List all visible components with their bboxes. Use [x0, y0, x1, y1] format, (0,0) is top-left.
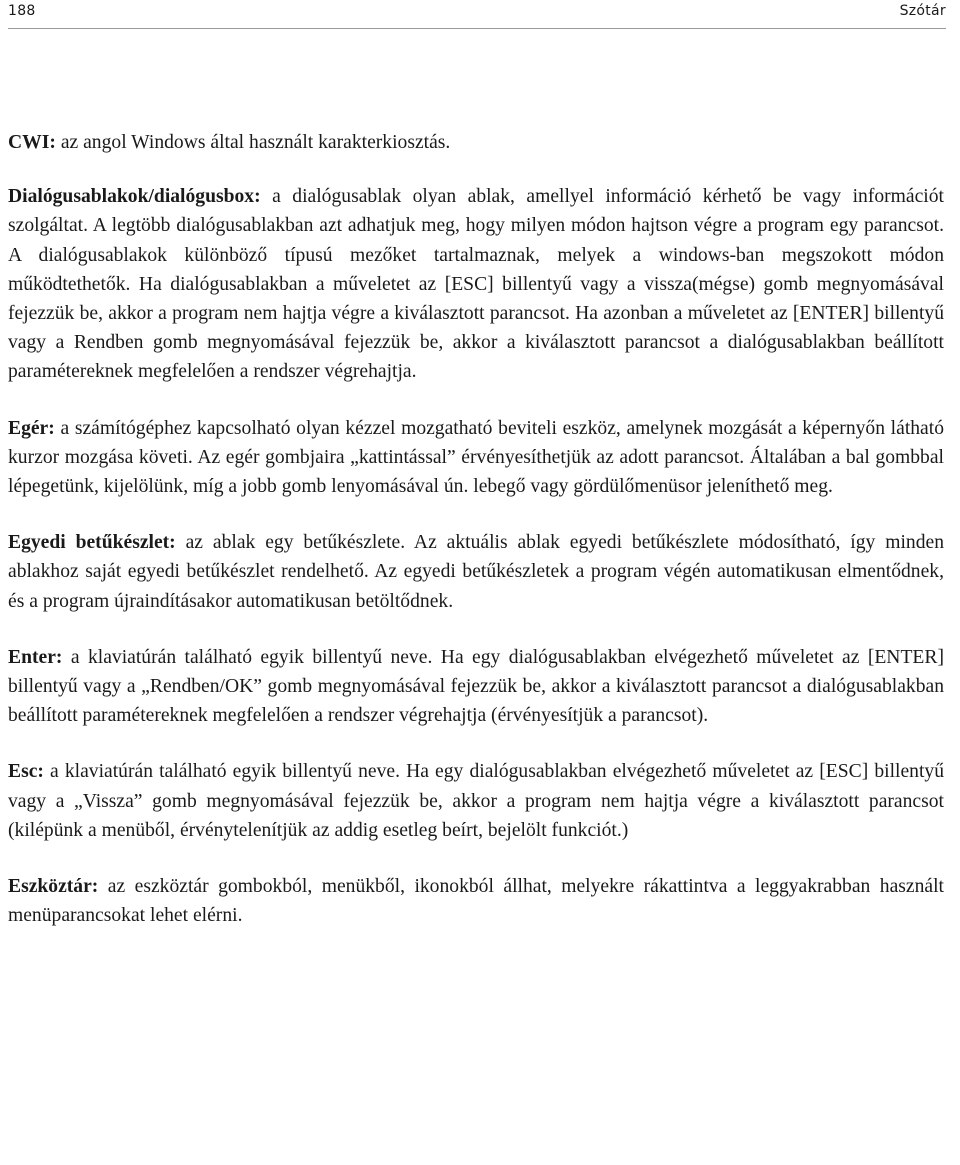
- entry-term: Esc:: [8, 761, 44, 783]
- page-header: [8, 0, 946, 29]
- page-number: 188: [8, 3, 36, 19]
- entry-term: Egyedi betűkészlet:: [8, 532, 176, 554]
- glossary-body: [8, 128, 944, 957]
- entry-term: Egér:: [8, 417, 55, 439]
- entry-definition: az eszköztár gombokból, menükből, ikonokból állhat, melyekre rákattintva a leggyakrabban használt menüparancsokat lehet elérni.: [8, 876, 944, 927]
- running-title: Szótár: [899, 3, 946, 19]
- entry-definition: a klaviatúrán található egyik billentyű neve. Ha egy dialógusablakban elvégezhető műveletet az [ESC] billentyű vagy a „Vissza” gomb megnyomásával fejezzük be, akkor a program nem hajtja végre a kiválasztott parancsot (kilépünk a menüből, érvénytelenítjük az addig esetleg beírt, bejelölt funkciót.): [8, 761, 944, 841]
- glossary-entry-eszkoztar: [8, 872, 944, 930]
- entry-term: Eszköztár:: [8, 876, 99, 898]
- entry-definition: az angol Windows által használt karakterkiosztás.: [60, 132, 451, 153]
- glossary-entry-enter: [8, 643, 944, 731]
- entry-definition: a számítógéphez kapcsolható olyan kézzel mozgatható beviteli eszköz, amelynek mozgását a képernyőn látható kurzor mozgása követi. Az egér gombjaira „kattintással” érvényesíthetjük az adott parancsot. Általában a bal gombbal lépegetünk, kijelölünk, míg a jobb gomb lenyomásával ún. lebegő vagy gördülőmenüsor jeleníthető meg.: [8, 417, 944, 498]
- glossary-entry-cwi: [8, 128, 944, 157]
- entry-term: Dialógusablakok/dialógusbox:: [8, 186, 261, 208]
- entry-term: CWI:: [8, 132, 56, 153]
- glossary-entry-egyedi-betukeszlet: [8, 528, 944, 616]
- entry-definition: az ablak egy betűkészlete. Az aktuális ablak egyedi betűkészlete módosítható, így minden ablakhoz saját egyedi betűkészlet rendelhető. Az egyedi betűkészletek a program végén automatikusan elmentődnek, és a program újraindításakor automatikusan betöltődnek.: [8, 532, 944, 612]
- glossary-entry-eger: [8, 414, 944, 502]
- entry-term: Enter:: [8, 646, 63, 668]
- glossary-entry-dialogusablakok: [8, 182, 944, 386]
- glossary-entry-esc: [8, 757, 944, 845]
- entry-definition: a dialógusablak olyan ablak, amellyel információ kérhető be vagy információt szolgáltat. A legtöbb dialógusablakban azt adhatjuk meg, hogy milyen módon hajtson végre a program egy parancsot. A dialógusablakok különböző típusú mezőket tartalmaznak, melyek a windows-ban megszokott módon működtethetők. Ha dialógusablakban a műveletet az [ESC] billentyű vagy a vissza(mégse) gomb megnyomásával fejezzük be, akkor a program nem hajtja végre a kiválasztott parancsot. Ha azonban a műveletet az [ENTER] billentyű vagy a Rendben gomb megnyomásával fejezzük be, akkor a kiválasztott parancsot a dialógusablakban beállított paramétereknek megfelelően a rendszer végrehajtja.: [8, 186, 944, 383]
- entry-definition: a klaviatúrán található egyik billentyű neve. Ha egy dialógusablakban elvégezhető műveletet az [ENTER] billentyű vagy a „Rendben/OK” gomb megnyomásával fejezzük be, akkor a kiválasztott parancsot a dialógusablakban beállított paramétereknek megfelelően a rendszer végrehajtja (érvényesítjük a parancsot).: [8, 646, 944, 727]
